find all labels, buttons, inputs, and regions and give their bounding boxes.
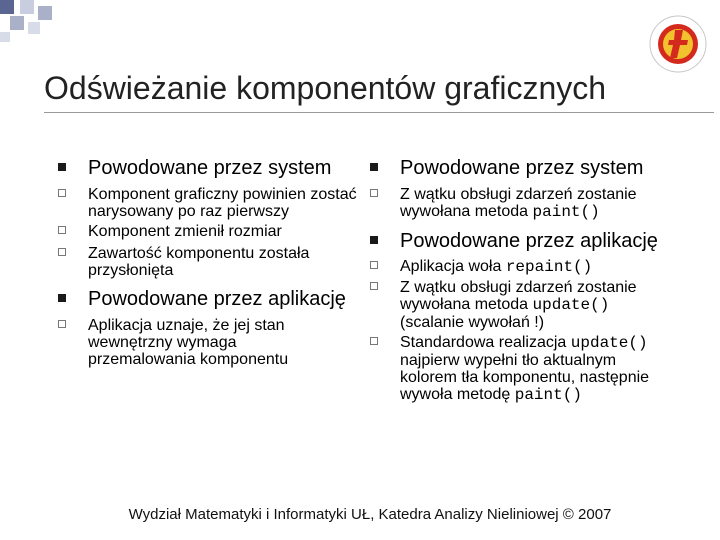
sub-bullet-text: Komponent graficzny powinien zostać narysowany po raz pierwszy [88, 186, 357, 220]
sub-list [58, 186, 363, 279]
code-text: update() [532, 296, 610, 314]
hollow-square-bullet-icon [370, 189, 378, 197]
decor-square [28, 22, 40, 34]
bullet-text: Powodowane przez aplikację [400, 230, 658, 252]
square-bullet-icon [370, 163, 378, 171]
hollow-square-bullet-icon [370, 282, 378, 290]
sub-bullet-item [370, 334, 655, 404]
footer-text: Wydział Matematyki i Informatyki UŁ, Katedra Analizy Nieliniowej © 2007 [128, 506, 612, 523]
code-text: repaint() [505, 258, 593, 276]
decor-square [0, 32, 10, 42]
code-text: paint() [532, 203, 600, 221]
sub-bullet-text: Aplikacja woła [400, 258, 506, 275]
hollow-square-bullet-icon [370, 337, 378, 345]
decor-square [10, 16, 24, 30]
code-text: update() [570, 334, 648, 352]
bullet-text: Powodowane przez system [88, 157, 332, 179]
sub-bullet-text: najpierw wypełni tło aktualnym kolorem tła komponentu, następnie wywoła metodę [400, 352, 650, 403]
hollow-square-bullet-icon [58, 189, 66, 197]
sub-bullet-item [370, 186, 650, 221]
sub-bullet-text: (scalanie wywołań !) [400, 314, 545, 331]
sub-list [370, 258, 690, 404]
sub-bullet-text: Z wątku obsługi zdarzeń zostanie wywołana metoda [400, 279, 637, 313]
sub-bullet-text: Z wątku obsługi zdarzeń zostanie wywołana metoda [400, 186, 637, 220]
hollow-square-bullet-icon [58, 226, 66, 234]
sub-bullet-item [370, 279, 660, 331]
university-logo-icon [648, 14, 708, 74]
title-divider [44, 112, 714, 113]
bullet-text: Powodowane przez system [400, 157, 644, 179]
hollow-square-bullet-icon [370, 261, 378, 269]
bullet-item [370, 229, 690, 253]
sub-bullet-item [58, 317, 343, 368]
bullet-item [58, 287, 363, 311]
hollow-square-bullet-icon [58, 320, 66, 328]
bullet-item [370, 156, 690, 180]
right-column [370, 156, 690, 404]
page-title: Odświeżanie komponentów graficznych [44, 70, 607, 106]
bullet-text: Powodowane przez aplikację [88, 288, 346, 310]
sub-bullet-text: Zawartość komponentu została przysłonięta [88, 245, 310, 279]
sub-bullet-text: Komponent zmienił rozmiar [88, 223, 282, 240]
sub-bullet-item [58, 223, 363, 240]
decor-square [0, 0, 14, 14]
sub-bullet-item [58, 245, 363, 279]
bullet-item [58, 156, 363, 180]
sub-bullet-text: Aplikacja uznaje, że jej stan wewnętrzny wymaga przemalowania komponentu [88, 317, 289, 368]
sub-bullet-text: Standardowa realizacja [400, 334, 571, 351]
square-bullet-icon [58, 163, 66, 171]
square-bullet-icon [370, 236, 378, 244]
decor-square [38, 6, 52, 20]
sub-bullet-item [58, 186, 363, 220]
square-bullet-icon [58, 294, 66, 302]
hollow-square-bullet-icon [58, 248, 66, 256]
sub-bullet-item [370, 258, 650, 276]
left-column [58, 156, 363, 368]
decor-square [20, 0, 34, 14]
code-text: paint() [514, 386, 582, 404]
